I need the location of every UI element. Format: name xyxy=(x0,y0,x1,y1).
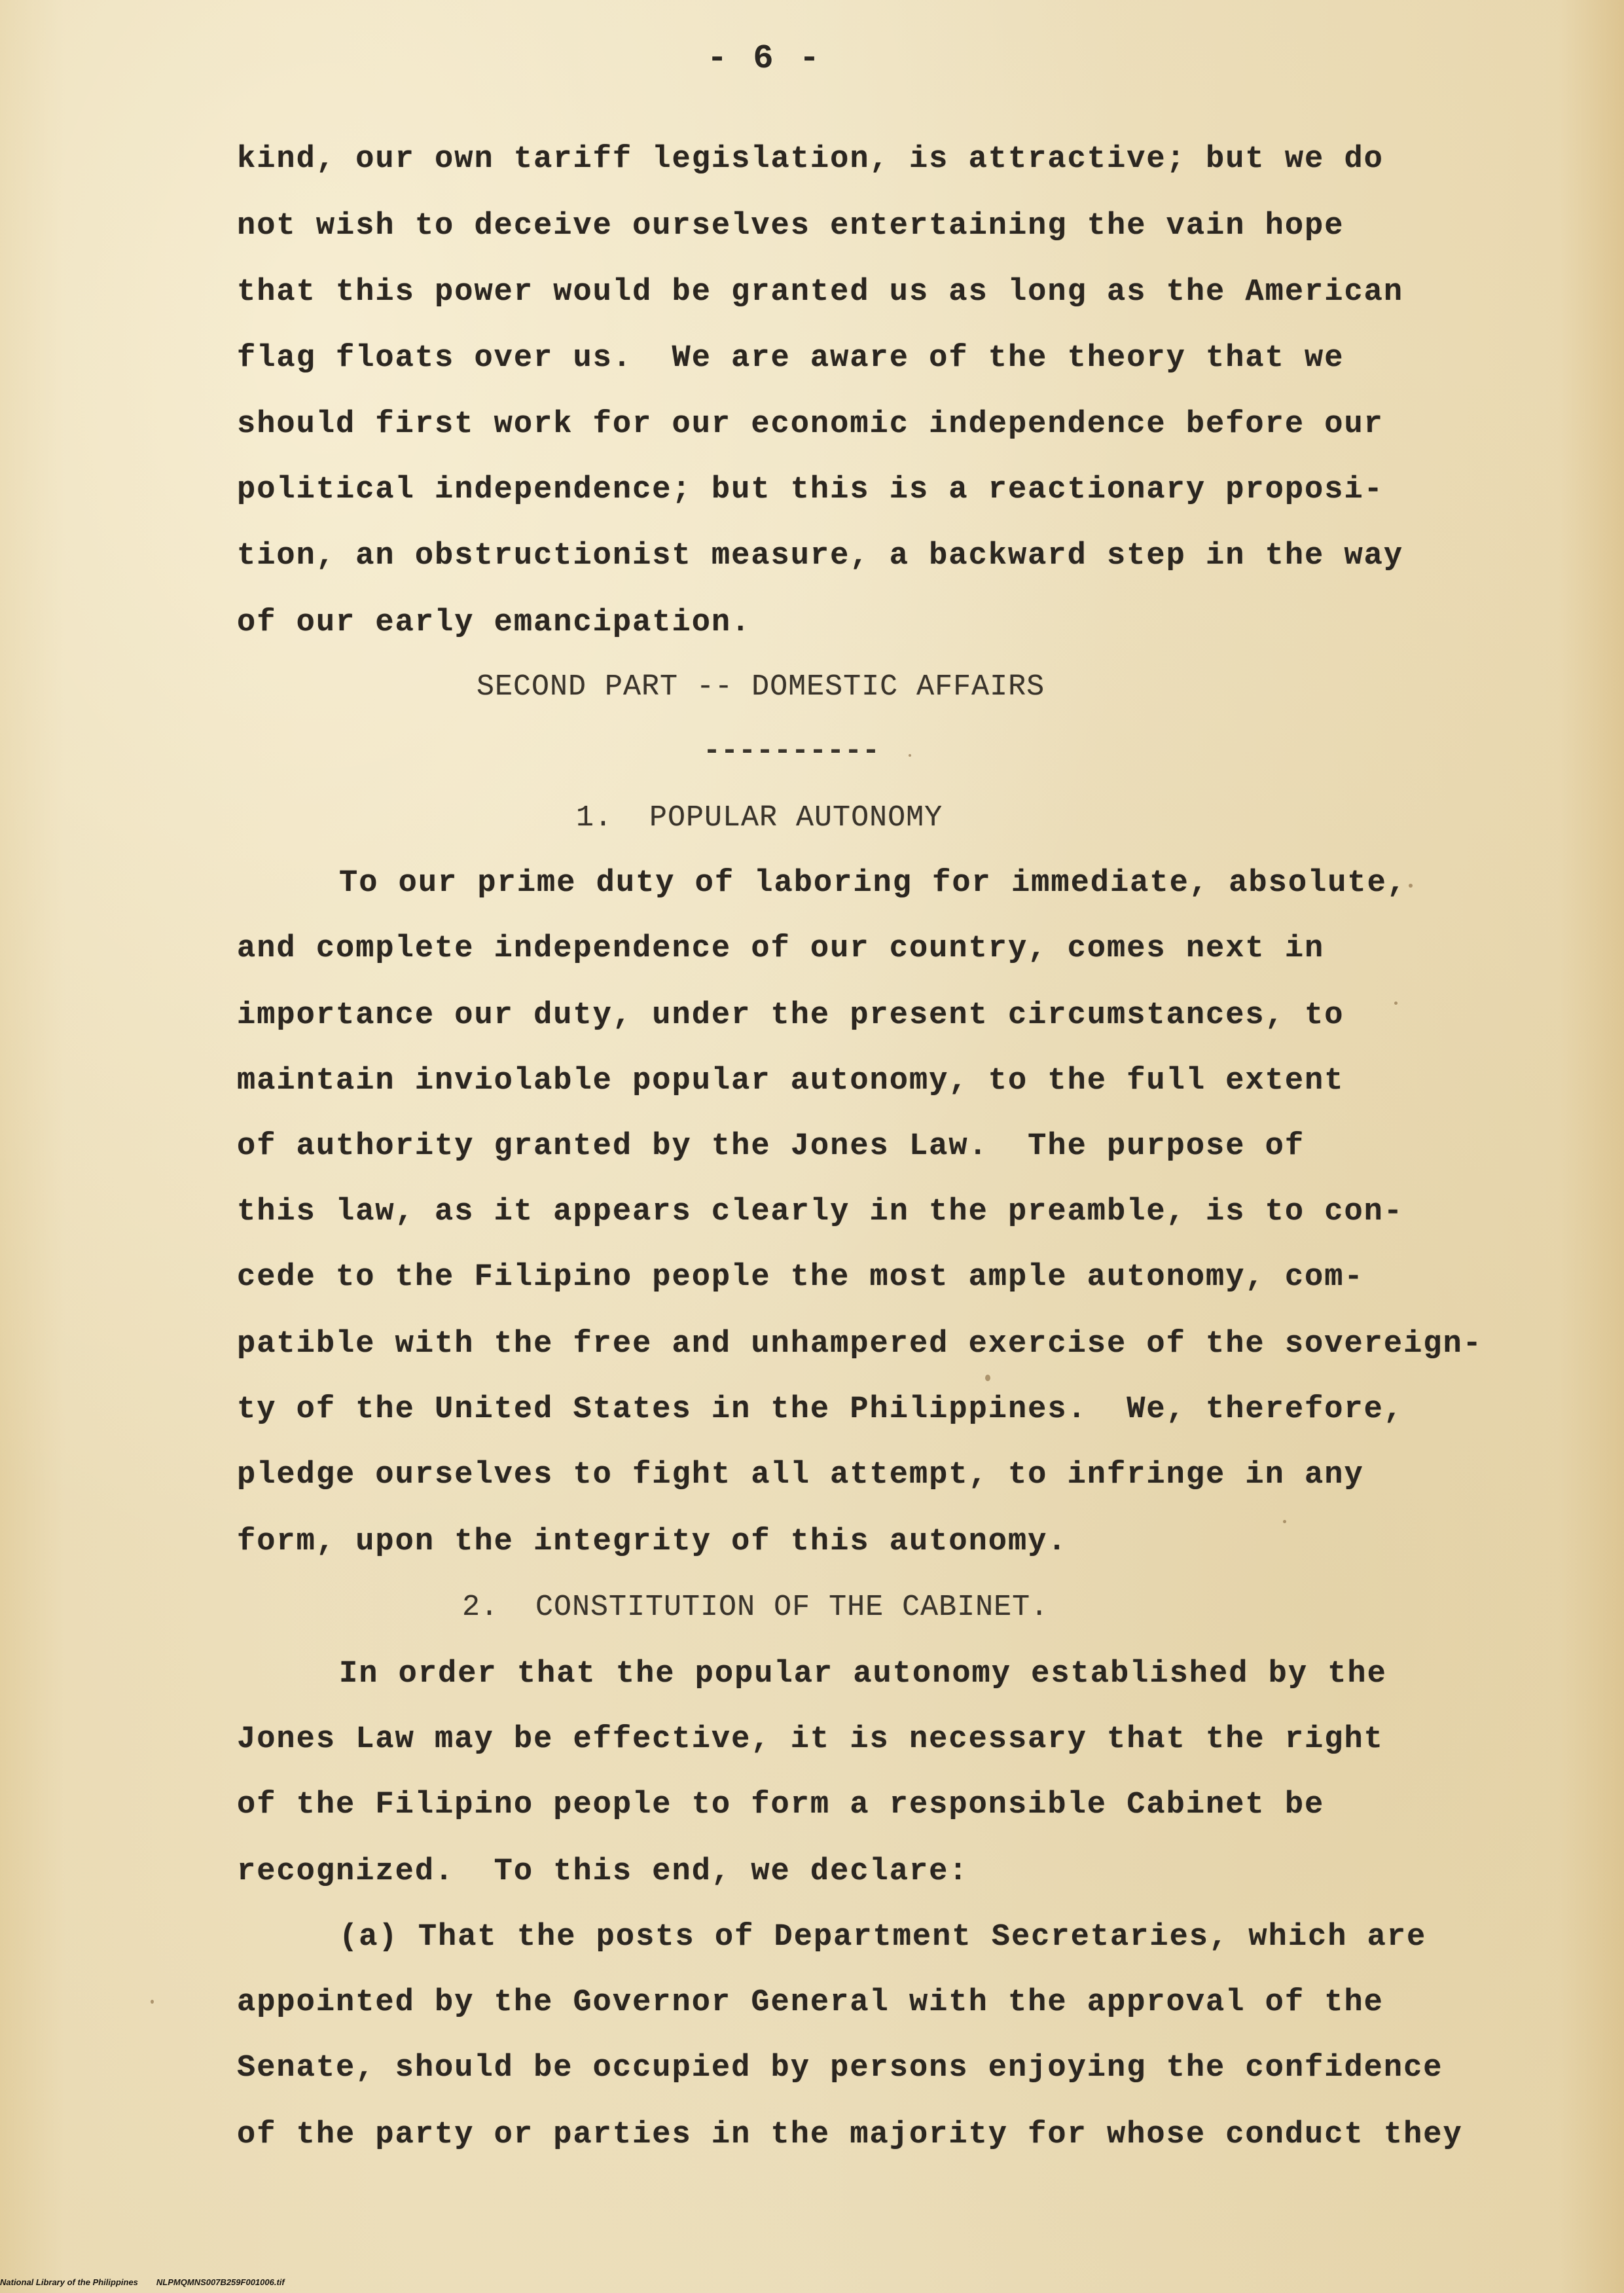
text-line: importance our duty, under the present circumstances, to xyxy=(237,998,1344,1033)
text-line: patible with the free and unhampered exercise of the sovereign- xyxy=(237,1327,1483,1362)
text-line: flag floats over us. We are aware of the theory that we xyxy=(237,341,1344,376)
text-line: political independence; but this is a reactionary proposi- xyxy=(237,473,1384,507)
part-heading: SECOND PART -- DOMESTIC AFFAIRS xyxy=(477,670,1045,704)
scan-footer xyxy=(0,2277,285,2287)
text-line: ty of the United States in the Philippines. We, therefore, xyxy=(237,1392,1404,1427)
paper-speck xyxy=(1409,884,1413,888)
text-line: (a) That the posts of Department Secretaries, which are xyxy=(339,1920,1427,1955)
text-line: In order that the popular autonomy established by the xyxy=(339,1657,1387,1691)
text-line: tion, an obstructionist measure, a backward step in the way xyxy=(237,539,1404,573)
section-heading-cabinet: 2. CONSTITUTION OF THE CABINET. xyxy=(462,1591,1049,1624)
heading-separator: ---------- xyxy=(703,734,880,768)
text-line: maintain inviolable popular autonomy, to the full extent xyxy=(237,1064,1344,1098)
text-line: of the Filipino people to form a responsible Cabinet be xyxy=(237,1788,1325,1822)
paper-speck xyxy=(1394,1002,1398,1005)
paper-speck xyxy=(1283,1520,1286,1523)
paper-speck xyxy=(909,754,911,757)
text-line: that this power would be granted us as long as the American xyxy=(237,275,1404,310)
text-line: recognized. To this end, we declare: xyxy=(237,1854,969,1889)
text-line: this law, as it appears clearly in the preamble, is to con- xyxy=(237,1195,1404,1229)
text-line: pledge ourselves to fight all attempt, to infringe in any xyxy=(237,1458,1364,1492)
text-line: should first work for our economic independence before our xyxy=(237,407,1384,442)
text-line: To our prime duty of laboring for immediate, absolute, xyxy=(339,866,1407,901)
text-line: Jones Law may be effective, it is necessary that the right xyxy=(237,1722,1384,1757)
text-line: form, upon the integrity of this autonomy. xyxy=(237,1525,1068,1559)
page-number: - 6 - xyxy=(707,39,823,78)
text-line: of authority granted by the Jones Law. The purpose of xyxy=(237,1129,1305,1164)
paper-speck xyxy=(151,2000,154,2004)
text-line: of our early emancipation. xyxy=(237,605,751,640)
file-identifier: NLPMQMNS007B259F001006.tif xyxy=(156,2277,285,2287)
text-line: of the party or parties in the majority for whose conduct they xyxy=(237,2118,1463,2152)
text-line: kind, our own tariff legislation, is attractive; but we do xyxy=(237,142,1384,177)
text-line: cede to the Filipino people the most ample autonomy, com- xyxy=(237,1260,1364,1295)
text-line: Senate, should be occupied by persons enjoying the confidence xyxy=(237,2051,1443,2085)
text-line: appointed by the Governor General with the approval of the xyxy=(237,1985,1384,2020)
section-heading-popular-autonomy: 1. POPULAR AUTONOMY xyxy=(576,801,943,835)
paper-speck xyxy=(985,1375,990,1381)
text-line: and complete independence of our country, comes next in xyxy=(237,931,1325,966)
text-line: not wish to deceive ourselves entertaining the vain hope xyxy=(237,209,1344,244)
library-name: National Library of the Philippines xyxy=(0,2277,138,2287)
